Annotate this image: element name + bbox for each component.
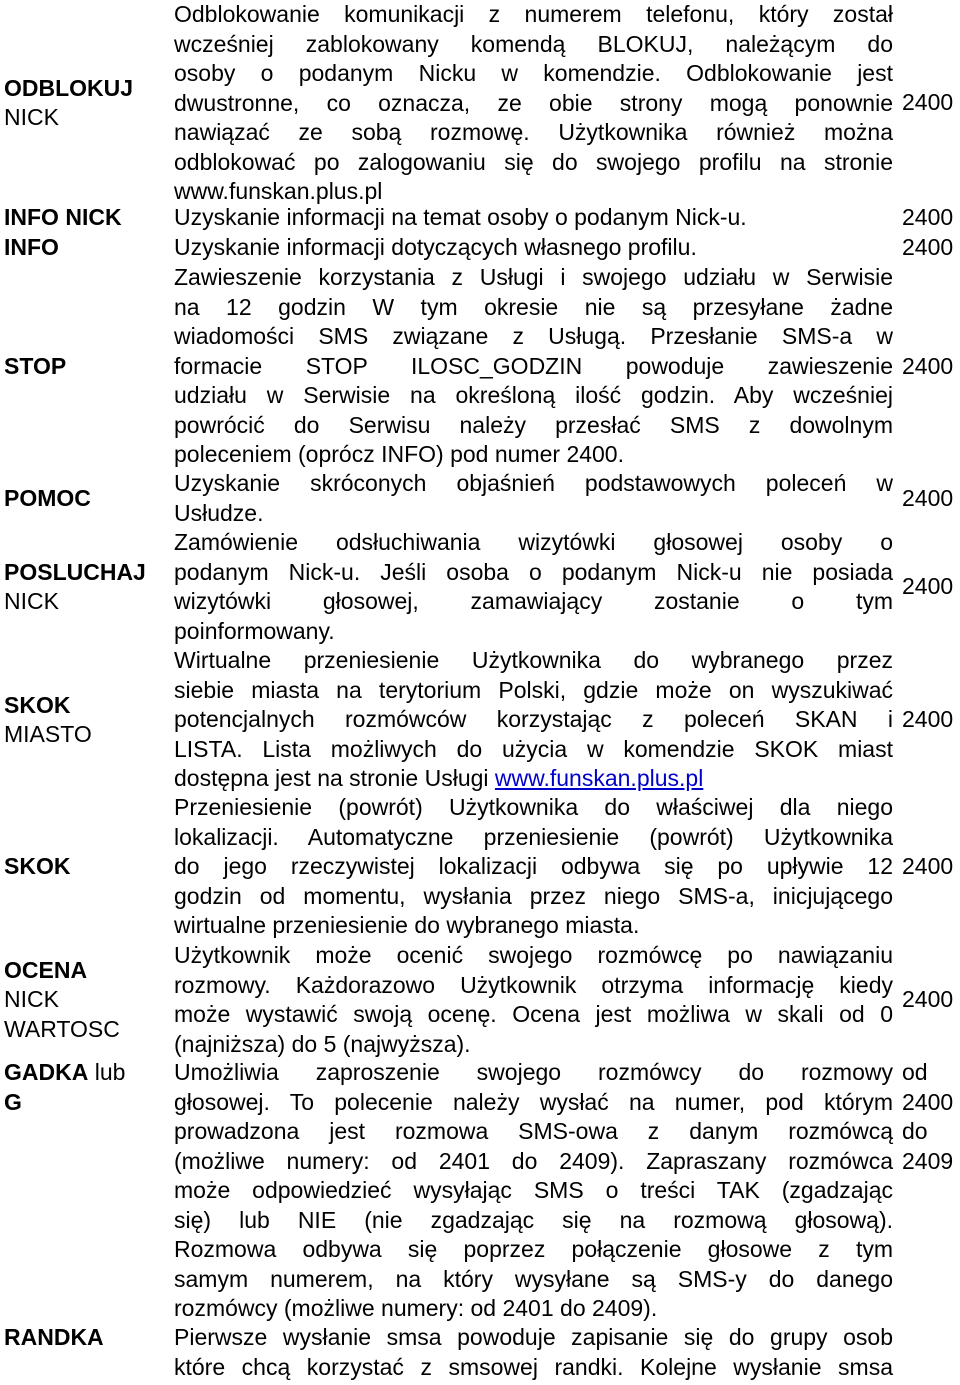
- description-line: podanym Nick-u. Jeśli osoba o podanym Nick-u nie posiada: [174, 558, 893, 585]
- sms-number: 2400: [902, 89, 954, 116]
- description-line: powrócić do Serwisu należy przesłać SMS z dowolnym: [174, 411, 893, 438]
- sms-number-label: do: [902, 1118, 928, 1144]
- number-cell: [902, 203, 960, 233]
- command-keyword: POSLUCHAJ: [4, 558, 146, 585]
- command-keyword: INFO NICK: [4, 204, 122, 231]
- sms-number: 2400: [902, 204, 954, 231]
- command-cell: [4, 1058, 169, 1118]
- command-text: [4, 203, 169, 233]
- description-line: (możliwe numery: od 2401 do 2409). Zapraszany rozmówca: [174, 1147, 893, 1174]
- description-line: Przeniesienie (powrót) Użytkownika do właściwej dla niego: [174, 794, 893, 820]
- command-cell: [4, 941, 169, 1059]
- number-cell: [902, 793, 960, 941]
- command-cell: [4, 1323, 169, 1353]
- description-line: potencjalnych rozmówców korzystając z poleceń SKAN i: [174, 706, 893, 732]
- sms-number: 2400: [902, 234, 954, 261]
- description-cell: [174, 203, 893, 233]
- description-line: poinformowany.: [174, 617, 335, 644]
- sms-number: 2400: [902, 706, 954, 733]
- command-keyword: STOP: [4, 352, 67, 379]
- command-cell: [4, 646, 169, 794]
- description-line: Pierwsze wysłanie smsa powoduje zapisanie się do grupy osob: [174, 1324, 893, 1350]
- number-cell: [902, 263, 960, 470]
- description-cell: [174, 1058, 893, 1324]
- number-cell: [902, 469, 960, 529]
- description-line: Uzyskanie informacji dotyczących własnego profilu.: [174, 234, 697, 260]
- table-row: [0, 203, 960, 233]
- description-cell: [174, 646, 893, 794]
- command-cell: [4, 203, 169, 233]
- description-line: nawiązać ze sobą rozmowę. Użytkownika również można: [174, 119, 893, 145]
- command-keyword: RANDKA: [4, 1324, 104, 1351]
- table-row: [0, 469, 960, 529]
- description-line: Rozmowa odbywa się poprzez połączenie głosowe z tym: [174, 1236, 893, 1262]
- description-line: lokalizacji. Automatyczne przeniesienie (powrót) Użytkownika: [174, 823, 893, 850]
- table-row: [0, 0, 960, 206]
- command-keyword: INFO: [4, 234, 59, 261]
- command-cell: [4, 469, 169, 529]
- sms-number: 2400: [902, 352, 954, 379]
- description-line: wiadomości SMS związane z Usługą. Przesłanie SMS-a w: [174, 323, 893, 349]
- description-line: głosowej. To polecenie należy wysłać na numer, pod którym: [174, 1088, 893, 1115]
- description-line: [174, 764, 893, 794]
- table-row: [0, 263, 960, 470]
- command-keyword: SKOK: [4, 691, 71, 718]
- table-row: [0, 233, 960, 263]
- number-cell: [902, 233, 960, 263]
- command-cell: [4, 263, 169, 470]
- command-keyword: SKOK: [4, 853, 71, 880]
- description-line: wirtualne przeniesienie do wybranego miasta.: [174, 912, 640, 938]
- description-line: samym numerem, na który wysyłane są SMS-y do danego: [174, 1265, 893, 1292]
- command-argument: WARTOSC: [4, 1015, 120, 1042]
- description-cell: [174, 941, 893, 1059]
- number-cell: [902, 646, 960, 794]
- sms-number: 2409: [902, 1147, 954, 1174]
- description-line: prowadzona jest rozmowa SMS-owa z danym rozmówcą: [174, 1118, 893, 1144]
- description-line: się) lub NIE (nie zgadzając się na rozmową głosową).: [174, 1206, 893, 1233]
- command-connector: lub: [94, 1059, 126, 1085]
- table-row: [0, 793, 960, 941]
- description-line: odblokować po zalogowaniu się do swojego profilu na stronie: [174, 148, 893, 175]
- command-argument: NICK: [4, 588, 59, 614]
- description-line: rozmowy. Każdorazowo Użytkownik otrzyma informację kiedy: [174, 971, 893, 998]
- command-cell: [4, 0, 169, 206]
- table-row: [0, 941, 960, 1059]
- table-row: [0, 646, 960, 794]
- description-cell: [174, 233, 893, 263]
- description-line: może wystawić swoją ocenę. Ocena jest możliwa w skali od 0: [174, 1001, 893, 1027]
- description-line: www.funskan.plus.pl: [174, 178, 383, 204]
- description-line: rozmówcy (możliwe numery: od 2401 do 2409).: [174, 1295, 658, 1321]
- sms-number: 2400: [902, 986, 954, 1013]
- description-cell: [174, 263, 893, 470]
- description-cell: [174, 793, 893, 941]
- description-line: (najniższa) do 5 (najwyższa).: [174, 1030, 471, 1057]
- number-cell: [902, 941, 960, 1059]
- description-line: wcześniej zablokowany komendą BLOKUJ, należącym do: [174, 30, 893, 57]
- description-line: Użytkownik może ocenić swojego rozmówcę po nawiązaniu: [174, 942, 893, 968]
- description-cell: [174, 1323, 893, 1382]
- sms-number: 2400: [902, 485, 954, 512]
- description-line: Odblokowanie komunikacji z numerem telefonu, który został: [174, 1, 893, 27]
- description-line: godzin od momentu, wysłania przez niego SMS-a, inicjującego: [174, 882, 893, 909]
- table-row: [0, 1323, 960, 1385]
- number-cell: [902, 528, 960, 646]
- command-text: [4, 1058, 169, 1088]
- sms-number-label: od: [902, 1059, 928, 1085]
- description-line: do jego rzeczywistej lokalizacji odbywa się po upływie 12: [174, 853, 893, 879]
- description-line: LISTA. Lista możliwych do użycia w komendzie SKOK miast: [174, 735, 893, 762]
- description-line: wizytówki głosowej, zamawiający zostanie o tym: [174, 588, 893, 614]
- description-line: udziału w Serwisie na określoną ilość godzin. Aby wcześniej: [174, 382, 893, 408]
- description-text: dostępna jest na stronie Usługi: [174, 765, 495, 791]
- command-cell: [4, 233, 169, 263]
- description-line: może odpowiedzieć wysyłając SMS o treści TAK (zgadzając: [174, 1177, 893, 1203]
- description-line: Zawieszenie korzystania z Usługi i swojego udziału w Serwisie: [174, 264, 893, 290]
- command-argument: MIASTO: [4, 721, 92, 747]
- command-keyword: OCENA: [4, 956, 88, 983]
- command-cell: [4, 793, 169, 941]
- sms-number: 2400: [902, 853, 954, 880]
- command-cell: [4, 528, 169, 646]
- description-line: osoby o podanym Nicku w komendzie. Odblokowanie jest: [174, 60, 893, 86]
- command-keyword: ODBLOKUJ: [4, 74, 134, 101]
- command-keyword: G: [4, 1088, 22, 1115]
- command-keyword: POMOC: [4, 485, 91, 512]
- description-line: siebie miasta na terytorium Polski, gdzie może on wyszukiwać: [174, 676, 893, 703]
- sms-number: 2400: [902, 1088, 954, 1115]
- command-keyword: GADKA: [4, 1059, 89, 1085]
- description-line: Zamówienie odsłuchiwania wizytówki głosowej osoby o: [174, 529, 893, 555]
- description-line: dwustronne, co oznacza, ze obie strony mogą ponownie: [174, 89, 893, 116]
- command-argument: NICK: [4, 104, 59, 130]
- description-cell: [174, 0, 893, 207]
- description-cell: [174, 469, 893, 528]
- table-row: [0, 1058, 960, 1326]
- description-line: Umożliwia zaproszenie swojego rozmówcy do rozmowy: [174, 1059, 893, 1085]
- number-cell: [902, 1058, 960, 1178]
- description-line: poleceniem (oprócz INFO) pod numer 2400.: [174, 441, 624, 467]
- description-line: Usłudze.: [174, 499, 264, 526]
- description-line: Uzyskanie informacji na temat osoby o podanym Nick-u.: [174, 204, 747, 230]
- funskan-link[interactable]: www.funskan.plus.pl: [494, 765, 704, 791]
- description-line: które chcą korzystać z smsowej randki. Kolejne wysłanie smsa: [174, 1353, 893, 1380]
- description-cell: [174, 528, 893, 646]
- number-cell: [902, 0, 960, 206]
- description-line: Uzyskanie skróconych objaśnień podstawowych poleceń w: [174, 470, 893, 496]
- description-line: Wirtualne przeniesienie Użytkownika do wybranego przez: [174, 647, 893, 673]
- table-row: [0, 528, 960, 646]
- command-argument: NICK: [4, 986, 59, 1013]
- description-line: na 12 godzin W tym okresie nie są przesyłane żadne: [174, 293, 893, 320]
- description-line: formacie STOP ILOSC_GODZIN powoduje zawieszenie: [174, 352, 893, 379]
- sms-number: 2400: [902, 573, 954, 600]
